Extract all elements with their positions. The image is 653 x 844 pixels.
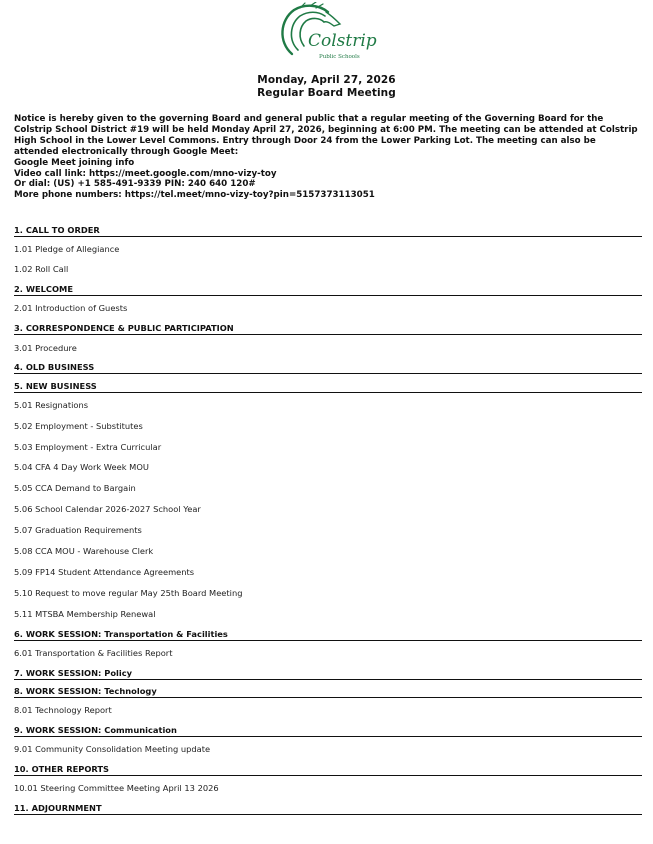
logo-subtitle: Public Schools	[319, 54, 360, 60]
section-heading: 3. CORRESPONDENCE & PUBLIC PARTICIPATION	[14, 323, 642, 335]
agenda-item: 5.11 MTSBA Membership Renewal	[14, 609, 156, 619]
meeting-date: Monday, April 27, 2026	[257, 74, 396, 86]
agenda-item: 1.02 Roll Call	[14, 264, 69, 274]
agenda-item: 1.01 Pledge of Allegiance	[14, 244, 120, 254]
agenda-item: 5.03 Employment - Extra Curricular	[14, 442, 162, 452]
section-heading: 11. ADJOURNMENT	[14, 803, 642, 815]
agenda-item: 9.01 Community Consolidation Meeting update	[14, 744, 211, 754]
agenda-item: 5.06 School Calendar 2026-2027 School Year	[14, 504, 201, 514]
agenda-item: 10.01 Steering Committee Meeting April 13 2026	[14, 783, 219, 793]
notice-body: Notice is hereby given to the governing Board and general public that a regular meeting of the Governing Board for the Colstrip School District #19 will be held Monday April 27, 2026, beginning at 6:00 PM. The meeting can be attended at Colstrip High School in the Lower Level Commons. Entry through Door 24 from the Lower Parking Lot. The meeting can also be attended electronically through Google Meet:	[14, 114, 638, 157]
section-heading: 7. WORK SESSION: Policy	[14, 668, 642, 680]
agenda-item: 5.01 Resignations	[14, 400, 89, 410]
agenda-item: 5.10 Request to move regular May 25th Board Meeting	[14, 588, 243, 598]
notice-block	[14, 114, 642, 201]
agenda-item: 5.08 CCA MOU - Warehouse Clerk	[14, 546, 154, 556]
section-heading: 2. WELCOME	[14, 284, 642, 296]
section-heading: 5. NEW BUSINESS	[14, 381, 642, 393]
dial-in-info: Or dial: (US) +1 585-491-9339 PIN: 240 640 120#	[14, 179, 256, 190]
agenda-item: 2.01 Introduction of Guests	[14, 303, 128, 313]
agenda-item: 3.01 Procedure	[14, 343, 77, 353]
agenda-item: 5.07 Graduation Requirements	[14, 525, 142, 535]
agenda-item: 6.01 Transportation & Facilities Report	[14, 648, 173, 658]
video-call-link[interactable]: Video call link: https://meet.google.com/mno-vizy-toy	[14, 168, 277, 179]
meeting-type: Regular Board Meeting	[257, 87, 396, 99]
section-heading: 6. WORK SESSION: Transportation & Facilities	[14, 629, 642, 641]
agenda-item: 5.09 FP14 Student Attendance Agreements	[14, 567, 195, 577]
section-heading: 8. WORK SESSION: Technology	[14, 686, 642, 698]
section-heading: 1. CALL TO ORDER	[14, 225, 642, 237]
logo-wordmark: Colstrip	[308, 31, 377, 51]
section-heading: 4. OLD BUSINESS	[14, 362, 642, 374]
google-meet-label: Google Meet joining info	[14, 157, 135, 168]
agenda-item: 5.04 CFA 4 Day Work Week MOU	[14, 462, 149, 472]
agenda-item: 8.01 Technology Report	[14, 705, 112, 715]
section-heading: 10. OTHER REPORTS	[14, 764, 642, 776]
colstrip-logo	[270, 2, 390, 64]
more-phone-numbers[interactable]: More phone numbers: https://tel.meet/mno-vizy-toy?pin=5157373113051	[14, 190, 375, 201]
agenda-item: 5.05 CCA Demand to Bargain	[14, 483, 136, 493]
section-heading: 9. WORK SESSION: Communication	[14, 725, 642, 737]
agenda-item: 5.02 Employment - Substitutes	[14, 421, 143, 431]
colstrip-logo-mark	[270, 2, 390, 64]
